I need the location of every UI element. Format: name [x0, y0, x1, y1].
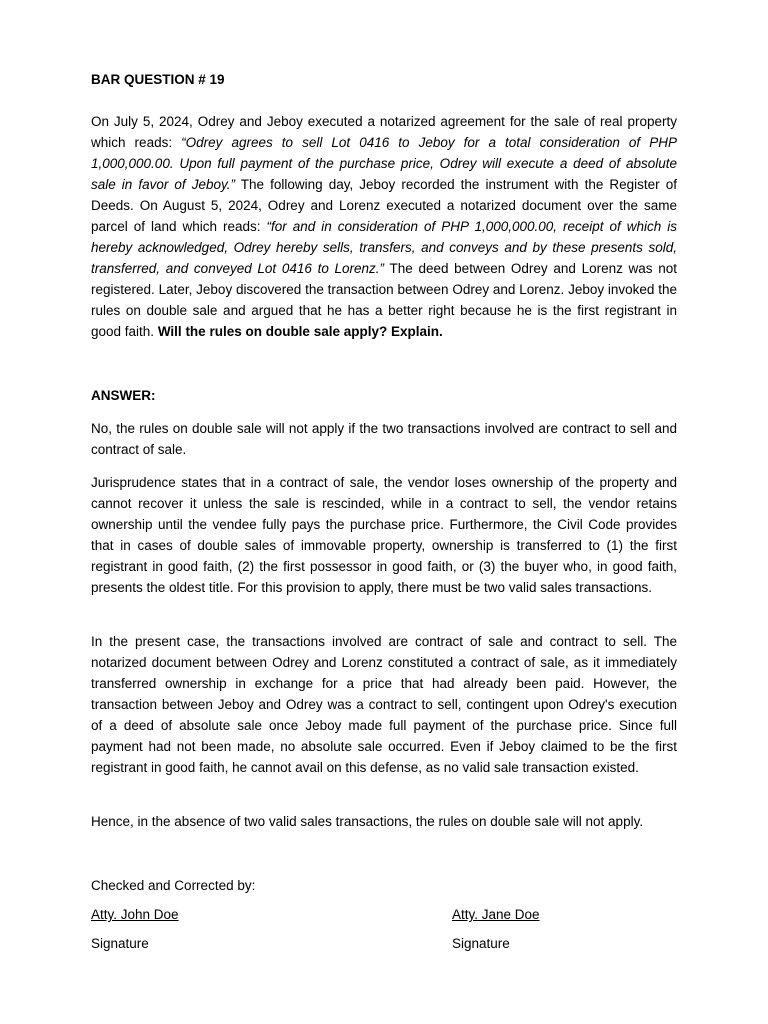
question-end: The deed between Odrey and Lorenz was not registered. Later, Jeboy discovered the transaction between Odrey and Lorenz. Jeboy invoked the rules on double sale and argued that he has a better right because he is the first registrant in good faith.: [91, 261, 677, 339]
answer-paragraph: Jurisprudence states that in a contract of sale, the vendor loses ownership of the property and cannot recover it unless the sale is rescinded, while in a contract to sell, the vendor retains ownership until the vendee fully pays the purchase price. Furthermore, the Civil Code provides that in cases of double sales of immovable property, ownership is transferred to (1) the first registrant in good faith, (2) the first possessor in good faith, or (3) the buyer who, in good faith, presents the oldest title. For this provision to apply, there must be two valid sales transactions.: [91, 475, 677, 595]
question-ask: Will the rules on double sale apply? Explain.: [157, 324, 443, 339]
signature-label: Signature: [91, 936, 149, 951]
question-intro: On July 5, 2024, Odrey and Jeboy executed a notarized agreement for the sale of real property which reads:: [91, 114, 677, 150]
document-title: BAR QUESTION # 19: [91, 72, 225, 87]
question-paragraph: [91, 111, 677, 342]
signatory-name: Atty. Jane Doe: [452, 907, 540, 922]
quote-agreement-to-sell: “Odrey agrees to sell Lot 0416 to Jeboy for a total consideration of PHP 1,000,000.00. Upon full payment of the purchase price, Odrey will execute a deed of absolute sale in favor of Jeboy.”: [91, 135, 677, 192]
answer-paragraph: No, the rules on double sale will not apply if the two transactions involved are contract to sell and contract of sale.: [91, 421, 677, 457]
signatory-name: Atty. John Doe: [91, 907, 179, 922]
checked-by-label: Checked and Corrected by:: [91, 878, 256, 893]
answer-heading: ANSWER:: [91, 388, 156, 403]
signature-label: Signature: [452, 936, 510, 951]
answer-paragraph: In the present case, the transactions involved are contract of sale and contract to sell. The notarized document between Odrey and Lorenz constituted a contract of sale, as it immediately transferred ownership in exchange for a price that had already been paid. However, the transaction between Jeboy and Odrey was a contract to sell, contingent upon Odrey's execution of a deed of absolute sale once Jeboy made full payment of the purchase price. Since full payment had not been made, no absolute sale occurred. Even if Jeboy claimed to be the first registrant in good faith, he cannot avail on this defense, as no valid sale transaction existed.: [91, 634, 677, 775]
answer-paragraph: Hence, in the absence of two valid sales transactions, the rules on double sale will not apply.: [91, 814, 644, 829]
question-middle: The following day, Jeboy recorded the instrument with the Register of Deeds. On August 5, 2024, Odrey and Lorenz executed a notarized document over the same parcel of land which reads:: [91, 177, 677, 234]
quote-deed-of-sale: “for and in consideration of PHP 1,000,000.00, receipt of which is hereby acknowledged, Odrey hereby sells, transfers, and conveys and by these presents sold, transferred, and conveyed Lot 0416 to Lorenz.”: [91, 219, 677, 276]
